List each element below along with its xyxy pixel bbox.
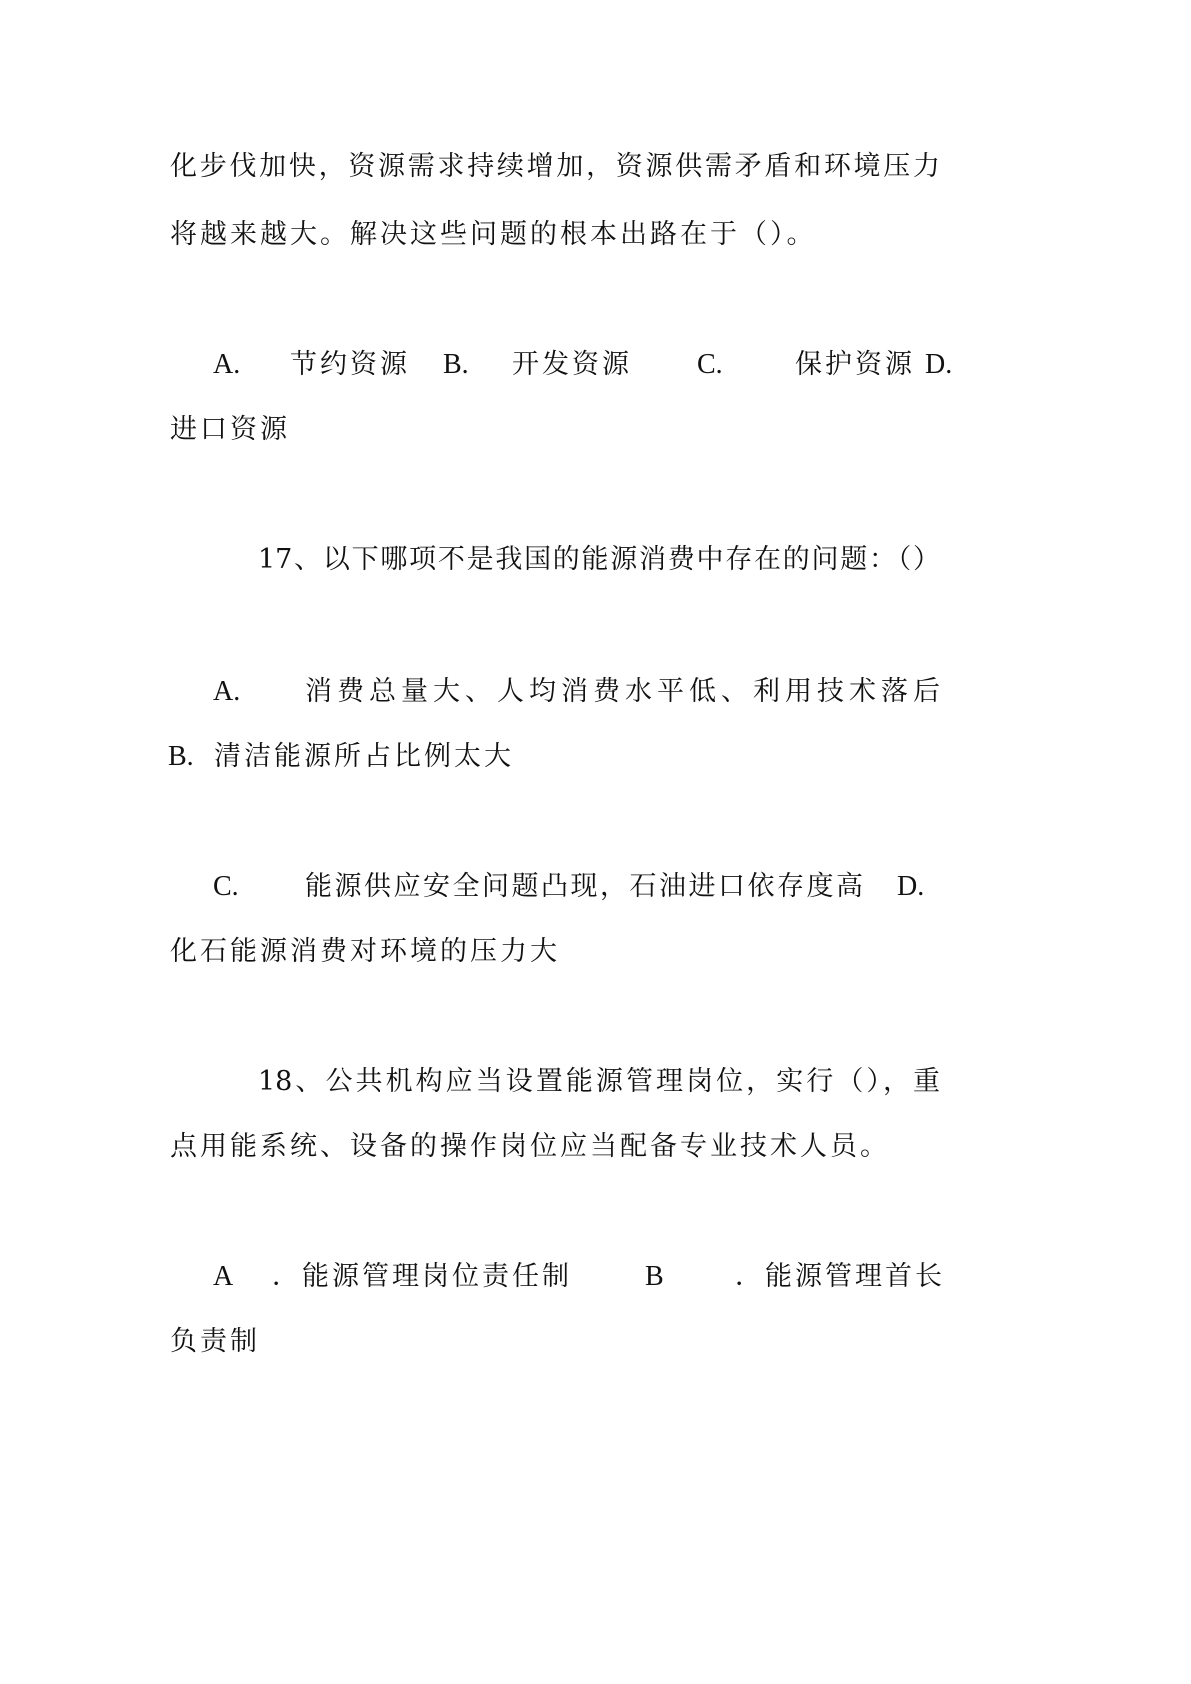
q16-option-b-letter: B.	[443, 349, 469, 380]
q18-option-b-text-cont: 负责制	[170, 1326, 260, 1357]
q16-text-line-2: 将越来越大。解决这些问题的根本出路在于（）。	[170, 219, 817, 250]
q18-option-b-text: ．能源管理首长	[735, 1261, 945, 1292]
q17-option-c-letter: C.	[213, 871, 239, 902]
q17-option-a-letter: A.	[213, 676, 241, 707]
q16-option-c-text: 保护资源	[795, 349, 915, 380]
q16-option-a-text: 节约资源	[290, 349, 410, 380]
q16-option-d-letter: D.	[925, 349, 953, 380]
q16-option-c-letter: C.	[697, 349, 723, 380]
q18-text-line-2: 点用能系统、设备的操作岗位应当配备专业技术人员。	[170, 1131, 890, 1162]
q16-option-a-letter: A.	[213, 349, 241, 380]
q17-option-a-text: 消费总量大、人均消费水平低、利用技术落后	[305, 676, 940, 707]
q18-option-a-text: ．能源管理岗位责任制	[272, 1261, 572, 1292]
q17-question: 17、以下哪项不是我国的能源消费中存在的问题：（）	[258, 544, 940, 575]
q17-option-b-letter: B.	[168, 741, 194, 772]
q17-option-c-text: 能源供应安全问题凸现，石油进口依存度高	[305, 871, 863, 902]
q17-option-d-text: 化石能源消费对环境的压力大	[170, 936, 560, 967]
q17-option-b-text: 清洁能源所占比例太大	[214, 741, 514, 772]
q18-option-b-letter: B	[645, 1261, 664, 1292]
q16-option-d-text: 进口资源	[170, 414, 290, 445]
q18-text-line-1: 18、公共机构应当设置能源管理岗位，实行（），重	[258, 1066, 940, 1097]
q16-option-b-text: 开发资源	[512, 349, 632, 380]
q18-option-a-letter: A	[213, 1261, 234, 1292]
q16-text-line-1: 化步伐加快，资源需求持续增加，资源供需矛盾和环境压力	[170, 151, 940, 182]
q17-option-d-letter: D.	[897, 871, 925, 902]
